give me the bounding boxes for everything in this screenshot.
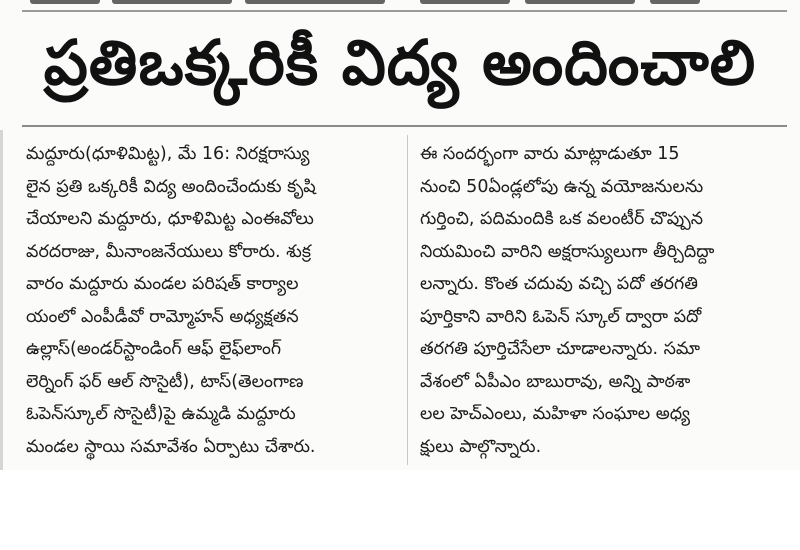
article-line: లన్నారు. కొంత చదువు వచ్చి పదో తరగతి bbox=[420, 274, 698, 294]
article-line: గుర్తించి, పదిమందికి ఒక వలంటీర్ చొప్పున bbox=[420, 209, 703, 229]
article-line: వేశంలో ఏపీఎం బాబురావు, అన్ని పాఠశా bbox=[420, 371, 691, 392]
article-line: మద్దూరు(ధూళిమిట్ట), మే 16: నిరక్షరాస్యు bbox=[26, 144, 310, 164]
article-line: ఉల్లాస్(అండర్‌స్టాండింగ్ ఆఫ్ లైఫ్‌లాంగ్ bbox=[26, 339, 282, 359]
top-rule bbox=[22, 10, 787, 12]
article-line: ఈ సందర్భంగా వారు మాట్లాడుతూ 15 bbox=[420, 144, 680, 164]
article-column-left bbox=[26, 138, 398, 468]
article-line: వరదరాజు, మీనాంజనేయులు కోరారు. శుక్ర bbox=[26, 241, 311, 262]
article-line: వారం మద్దూరు మండల పరిషత్ కార్యాల bbox=[26, 274, 299, 294]
headline: ప్రతిఒక్కరికీ విద్య అందించాలి bbox=[43, 26, 757, 99]
article-line: క్షులు పాల్గొన్నారు. bbox=[420, 436, 542, 457]
article-line: నుంచి 50ఏండ్లలోపు ఉన్న వయోజనులను bbox=[420, 176, 704, 197]
article-line: చేయాలని మద్దూరు, ధూళిమిట్ట ఎంఈవోలు bbox=[26, 209, 314, 229]
article-line: లెర్నింగ్ ఫర్ ఆల్ సొసైటీ), టాస్(తెలంగాణ bbox=[26, 371, 304, 392]
article-line: ఓపెన్‌స్కూల్ సొసైటీ)పై ఉమ్మడి మద్దూరు bbox=[26, 404, 296, 424]
cropped-previous-text-strip bbox=[0, 0, 800, 10]
article-line: యంలో ఎంపీడీవో రామ్మోహన్ అధ్యక్షతన bbox=[26, 306, 299, 327]
headline-rule bbox=[22, 125, 787, 127]
column-divider bbox=[407, 135, 408, 465]
article-line: నియమించి వారిని అక్షరాస్యులుగా తీర్చిదిద్దా bbox=[420, 241, 715, 262]
left-edge-shadow bbox=[0, 130, 3, 470]
article-line: పూర్తికాని వారిని ఓపెన్ స్కూల్ ద్వారా పదో bbox=[420, 306, 702, 327]
article-column-right bbox=[420, 138, 780, 468]
article-line: మండల స్థాయి సమావేశం ఏర్పాటు చేశారు. bbox=[26, 436, 316, 457]
article-line: లైన ప్రతి ఒక్కరికీ విద్య అందించేందుకు కృషి bbox=[26, 176, 316, 197]
article-line: లల హెచ్‌ఎంలు, మహిళా సంఘాల అధ్య bbox=[420, 404, 690, 424]
article-line: తరగతి పూర్తిచేసేలా చూడాలన్నారు. సమా bbox=[420, 339, 701, 359]
